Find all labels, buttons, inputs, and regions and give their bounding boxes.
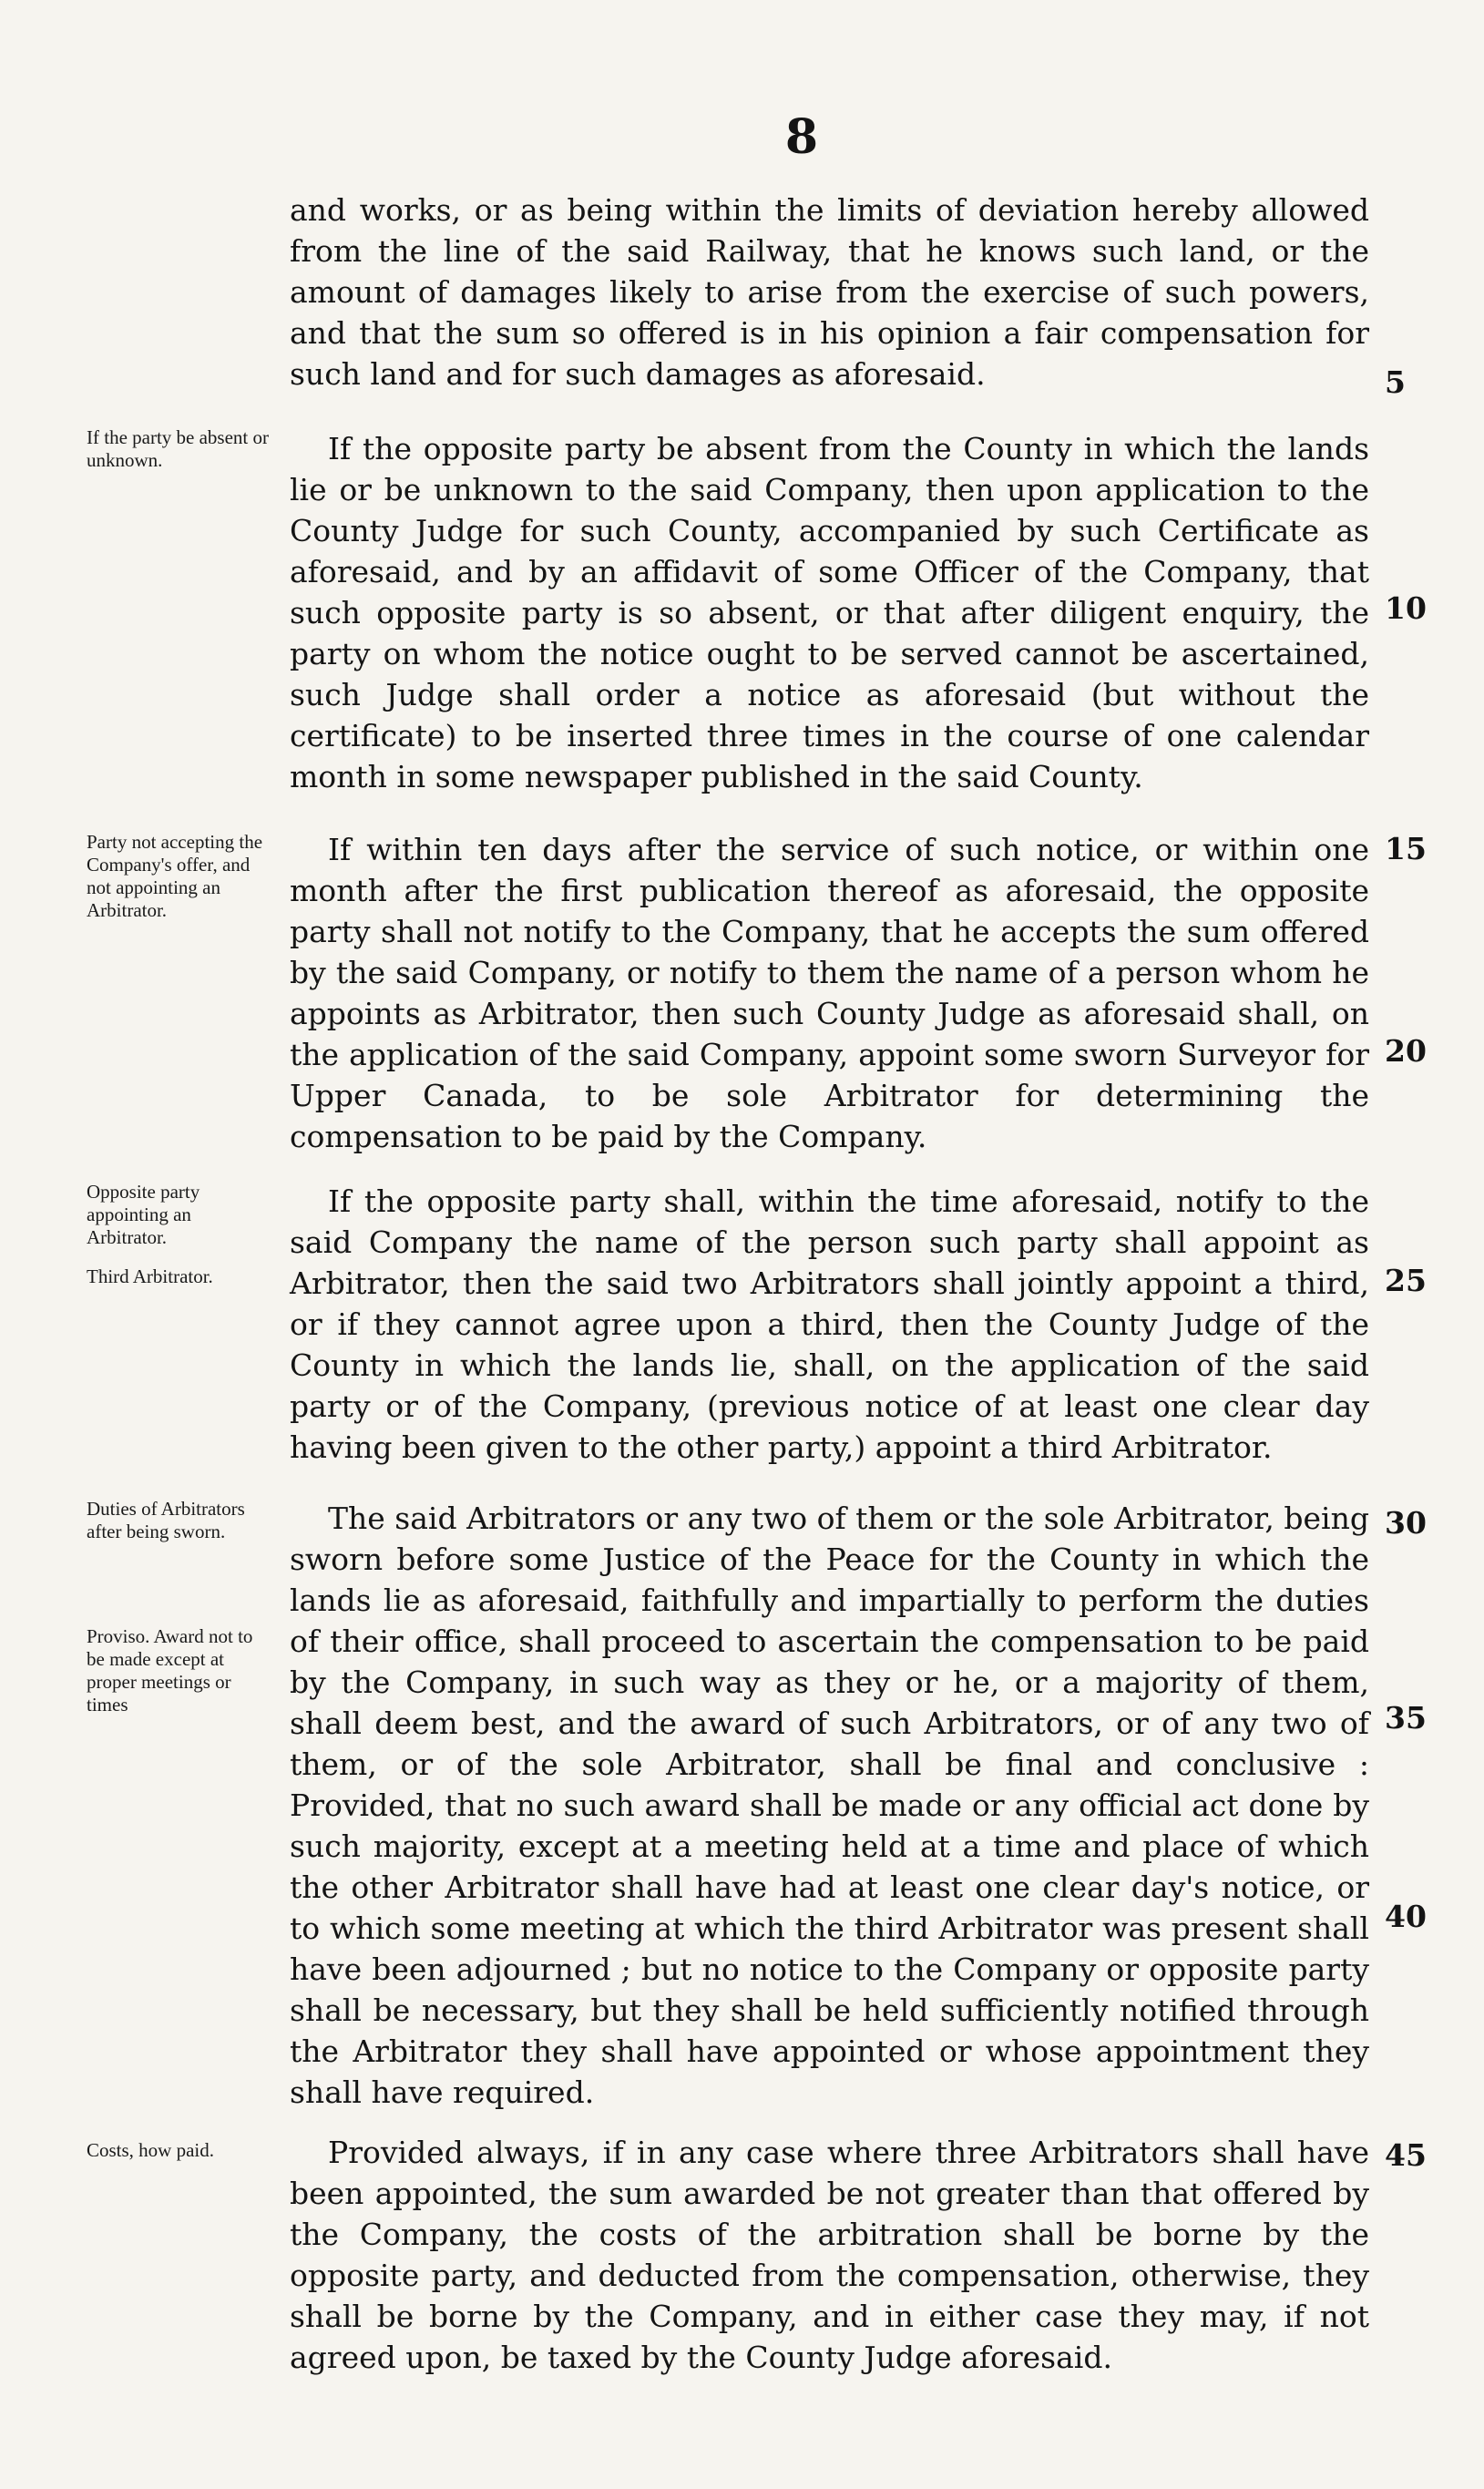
sidenote-line: Duties of Arbitrators after being sworn. [87,1498,245,1542]
sidenote-absent-party: If the party be absent or unknown. [87,426,270,471]
sidenote-proviso: Proviso. Award not to be made except at proper meetings or times [87,1625,253,1716]
line-number: 25 [1385,1263,1427,1298]
paragraph-text: If within ten days after the service of such notice, or within one month after the first publication thereof as aforesaid, the opposite party shall not notify to the Company, that he accepts the sum offered by the said Company, or notify to them the name of a person whom he appoints as Arbitrator, then such County Judge as aforesaid shall, on the application of the said Company, appoint some sworn Surveyor for Upper Canada, to be sole Arbitrator for determining the compensation to be paid by the Company. [290,832,1369,1154]
line-number: 45 [1385,2137,1427,2173]
paragraph-1 [290,189,1369,394]
paragraph-2 [290,428,1369,797]
paragraph-4 [290,1181,1369,1468]
line-number: 5 [1385,364,1406,400]
paragraph-3 [290,829,1369,1157]
line-number: 40 [1385,1899,1427,1934]
page-number: 8 [784,109,819,165]
paragraph-text: Provided always, if in any case where three Arbitrators shall have been appointed, the sum awarded be not greater than that offered by the Company, the costs of the arbitration shall be borne by the opposite party, and deducted from the compensation, otherwise, they shall be borne by the Company, and in either case they may, if not agreed upon, be taxed by the County Judge aforesaid. [290,2135,1369,2375]
sidenote-line: Opposite party appointing an Arbitrator. [87,1181,200,1248]
line-number: 35 [1385,1700,1427,1736]
line-number: 10 [1385,590,1427,626]
paragraph-5 [290,1498,1369,2113]
paragraph-text: If the opposite party shall, within the time aforesaid, notify to the said Company the name of the person such party shall appoint as Arbitrator, then the said two Arbitrators shall jointly appoint a third, or if they cannot agree upon a third, then the County Judge of the County in which the lands lie, shall, on the application of the said party or of the Company, (previous notice of at least one clear day having been given to the other party,) appoint a third Arbitrator. [290,1183,1369,1465]
sidenote-costs: Costs, how paid. [87,2139,215,2161]
sidenote-opposite-party-appointing [87,1181,269,1288]
paragraph-text: and works, or as being within the limits of deviation hereby allowed from the line of the said Railway, that he knows such land, or the amount of damages likely to arise from the exercise of such powers, and that the sum so offered is in his opinion a fair compensation for such land and for such damages as aforesaid. [290,192,1369,392]
sidenote-duties-of-arbitrators [87,1498,269,1716]
sidenote-third-arbitrator: Third Arbitrator. [87,1265,213,1287]
paragraph-text: The said Arbitrators or any two of them or the sole Arbitrator, being sworn before some Justice of the Peace for the County in which the lands lie as aforesaid, faithfully and impartially to perform the duties of their office, shall proceed to ascertain the compensation to be paid by the Company, in such way as they or he, or a majority of them, shall deem best, and the award of such Arbitrators, or of any two of them, or of the sole Arbitrator, shall be final and conclusive : Provided, that no such award shall be made or any official act done by such majority, except at a meeting held at a time and place of which the other Arbitrator shall have had at least one clear day's notice, or to which some meeting at which the third Arbitrator was present shall have been adjourned ; but no notice to the Company or opposite party shall be necessary, but they shall be held sufficiently notified through the Arbitrator they shall have appointed or whose appointment they shall have required. [290,1501,1369,2110]
line-number: 15 [1385,831,1427,866]
paragraph-text: If the opposite party be absent from the County in which the lands lie or be unknown to the said Company, then upon application to the County Judge for such County, accompanied by such Certificate as aforesaid, and by an affidavit of some Officer of the Company, that such opposite party is so absent, or that after diligent enquiry, the party on whom the notice ought to be served cannot be ascertained, such Judge shall order a notice as aforesaid (but without the certificate) to be inserted three times in the course of one calendar month in some newspaper published in the said County. [290,431,1369,794]
sidenote-not-accepting: Party not accepting the Company's offer, and not appointing an Arbitrator. [87,831,263,921]
paragraph-6 [290,2132,1369,2378]
line-number: 20 [1385,1033,1427,1069]
line-number: 30 [1385,1505,1427,1541]
